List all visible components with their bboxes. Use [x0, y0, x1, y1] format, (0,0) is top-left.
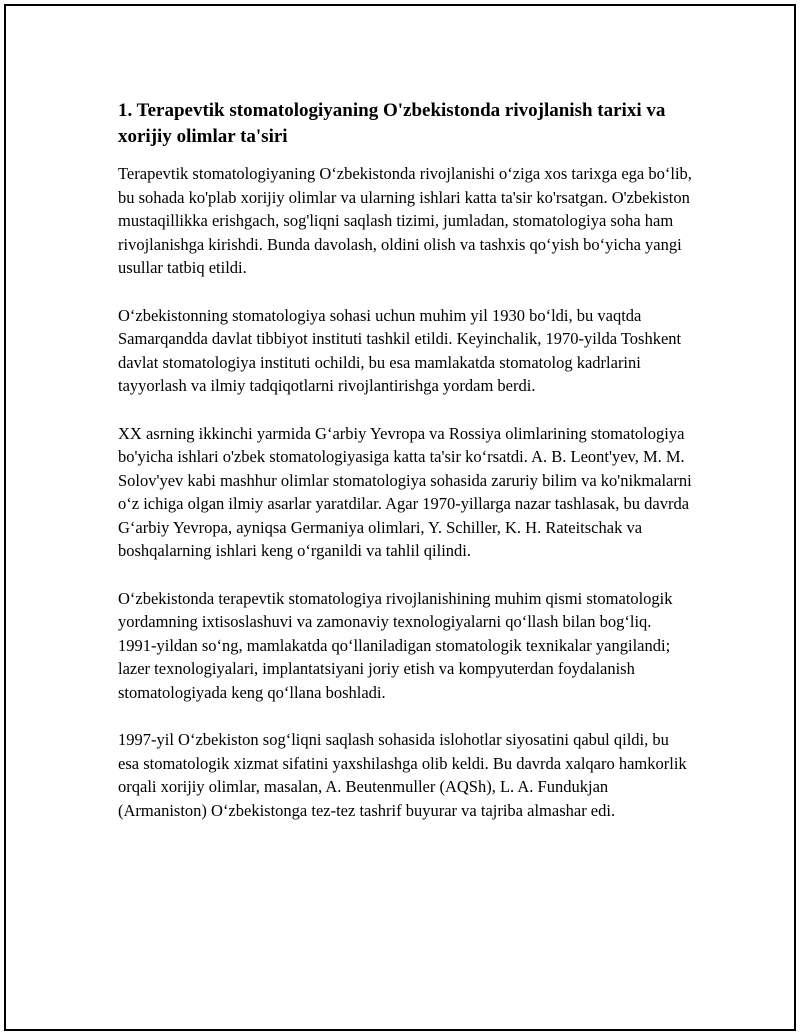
document-title: 1. Terapevtik stomatologiyaning O'zbekistonda rivojlanish tarixi va xorijiy olimlar ta'siri	[118, 100, 666, 147]
paragraph-4: O‘zbekistonda terapevtik stomatologiya rivojlanishining muhim qismi stomatologik yordamning ixtisoslashuvi va zamonaviy texnologiyalarni qo‘llash bilan bog‘liq. 1991-yildan so‘ng, mamlakatda qo‘llaniladigan stomatologik texnikalar yangilandi; lazer texnologiyalari, implantatsiyani joriy etish va kompyuterdan foydalanish stomatologiyada keng qo‘llana boshladi.	[118, 588, 673, 702]
paragraph-2: O‘zbekistonning stomatologiya sohasi uchun muhim yil 1930 bo‘ldi, bu vaqtda Samarqandda davlat tibbiyot instituti tashkil etildi. Keyinchalik, 1970-yilda Toshkent davlat stomatologiya instituti ochildi, bu esa mamlakatda stomatolog kadrlarini tayyorlash va ilmiy tadqiqotlarni rivojlantirishga yordam berdi.	[118, 305, 682, 395]
paragraph-5: 1997-yil O‘zbekiston sog‘liqni saqlash sohasida islohotlar siyosatini qabul qildi, bu esa stomatologik xizmat sifatini yaxshilashga olib keldi. Bu davrda xalqaro hamkorlik orqali xorijiy olimlar, masalan, A. Beutenmuller (AQSh), L. A. Fundukjan (Armaniston) O‘zbekistonga tez-tez tashrif buyurar va tajriba almashar edi.	[118, 730, 687, 820]
document-body	[118, 98, 693, 846]
paragraph-3: XX asrning ikkinchi yarmida G‘arbiy Yevropa va Rossiya olimlarining stomatologiya bo'yicha ishlari o'zbek stomatologiyasiga katta ta'sir ko‘rsatdi. A. B. Leont'yev, M. M. Solov'yev kabi mashhur olimlar stomatologiya sohasida zaruriy bilim va ko'nikmalarni o‘z ichiga olgan ilmiy asarlar yaratdilar. Agar 1970-yillarga nazar tashlasak, bu davrda G‘arbiy Yevropa, ayniqsa Germaniya olimlari, Y. Schiller, K. H. Rateitschak va boshqalarning ishlari keng o‘rganildi va tahlil qilindi.	[118, 423, 692, 560]
page-frame	[4, 4, 796, 1031]
paragraph-1: Terapevtik stomatologiyaning O‘zbekistonda rivojlanishi o‘ziga xos tarixga ega bo‘lib, bu sohada ko'plab xorijiy olimlar va ularning ishlari katta ta'sir ko'rsatgan. O'zbekiston mustaqillikka erishgach, sog'liqni saqlash tizimi, jumladan, stomatologiya soha ham rivojlanishga kirishdi. Bunda davolash, oldini olish va tashxis qo‘yish bo‘yicha yangi usullar tatbiq etildi.	[118, 164, 692, 277]
